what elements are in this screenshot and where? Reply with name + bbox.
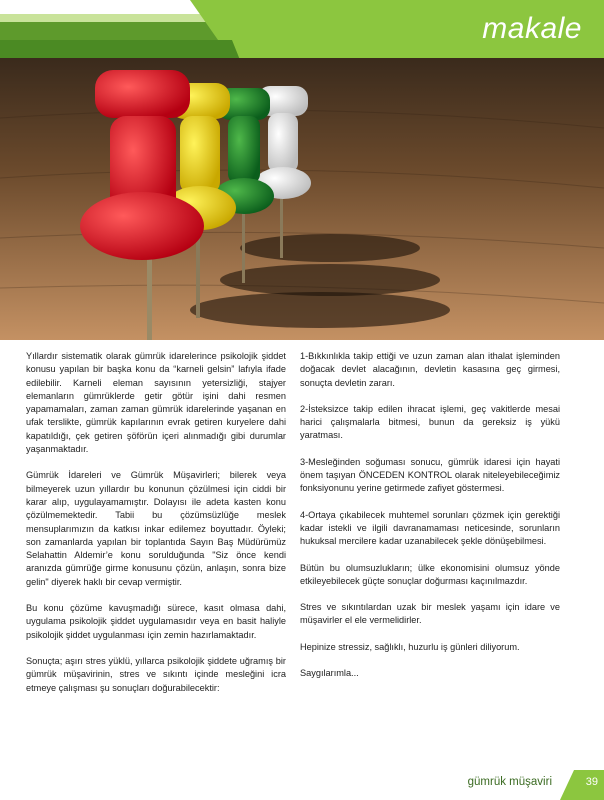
paragraph: Gümrük İdareleri ve Gümrük Müşavirleri; bilerek veya bilmeyerek uzun yıllardır bu konunun çözülmesi için ciddi bir karar alıp, uygulayamamıştır. Dolayısı ile adeta kasten konu çözülmemektedir. Tabii bu çözümsüzlüğe meslek mensuplarımızın da katkısı inkar edilemez boyuttadır. Öyleki; son zamanlarda yapılan bir toplantıda Sayın Baş Müdürümüz Selahattin Aldemir’e konu sorulduğunda "Siz önce kendi aranızda gümrüğe girme konusunu çözün, anlaşın, sonra bize gelin" diyerek haklı bir cevap vermiştir. [26,470,286,587]
paragraph: Stres ve sıkıntılardan uzak bir meslek yaşamı için idare ve müşavirler el ele vermelidirler. [300,602,560,626]
article-left-column [26,350,286,708]
paragraph: 1-Bıkkınlıkla takip ettiği ve uzun zaman alan ithalat işleminden doğacak devlet alacağının, devletin kasasına geç girmesi, sonuçta devletin zararı. [300,351,560,388]
push-pins-image [0,58,604,340]
paragraph: Saygılarımla... [300,668,359,679]
paragraph: 4-Ortaya çıkabilecek muhtemel sorunları çözmek için gerektiği kadar istekli ve ilgili davranamaması neticesinde, sorunların hukuksal mercilere kadar uzanabilecek şekle dönüşebilmesi. [300,509,560,547]
paragraph: 3-Mesleğinden soğuması sonucu, gümrük idaresi için hayati önem taşıyan ÖNCEDEN KONTROL olarak niteleyebileceğimiz fonksiyonunu yerine getirmede zafiyet göstermesi. [300,456,560,494]
section-title: makale [482,12,582,45]
paragraph: Sonuçta; aşırı stres yüklü, yıllarca psikolojik şiddete uğramış bir gümrük müşavirinin, stres ve sıkıntı içinde mesleğini icra etmeye çalışması şu sonuçları doğurabilecektir: [26,655,286,693]
magazine-name: gümrük müşaviri [467,776,552,788]
page-number: 39 [585,776,598,788]
paragraph: Yıllardır sistematik olarak gümrük idarelerince psikolojik şiddet konusu yapılan bir başka konu da “karneli gelsin” lafıyla ifade edilebilir. Karneli eleman sayısının yetersizliği, stajyer elemanların gümrüklerde getir götür işini dahi resmen yapamamaları, zaman zaman gümrük idarelerinde yaşanan en ufak terslikte, gümrük kapılarının evrak getiren kuryelere dahi kapatıldığı, çek getiren şöförün içeri alınmadığı gibi durumlar yaşanmaktadır. [26,351,286,455]
header-banner [0,0,604,60]
paragraph: 2-İsteksizce takip edilen ihracat işlemi, geç vakitlerde mesai harici çalışmalarla bitmesi, bunun da gereksiz iş yükü yaratması. [300,403,560,441]
paragraph: Bu konu çözüme kavuşmadığı sürece, kasıt olmasa dahi, uygulama psikolojik şiddet uygulamasıdır veya en basit haliyle psikolojik şiddet uygulanması için zemin hazırlamaktadır. [26,603,286,640]
article-right-column [300,350,560,693]
paragraph: Hepinize stressiz, sağlıklı, huzurlu iş günleri diliyorum. [300,641,520,652]
paragraph: Bütün bu olumsuzlukların; ülke ekonomisini olumsuz yönde etkileyebilecek güçte sonuçlar doğurması kaçınılmazdır. [300,562,560,586]
